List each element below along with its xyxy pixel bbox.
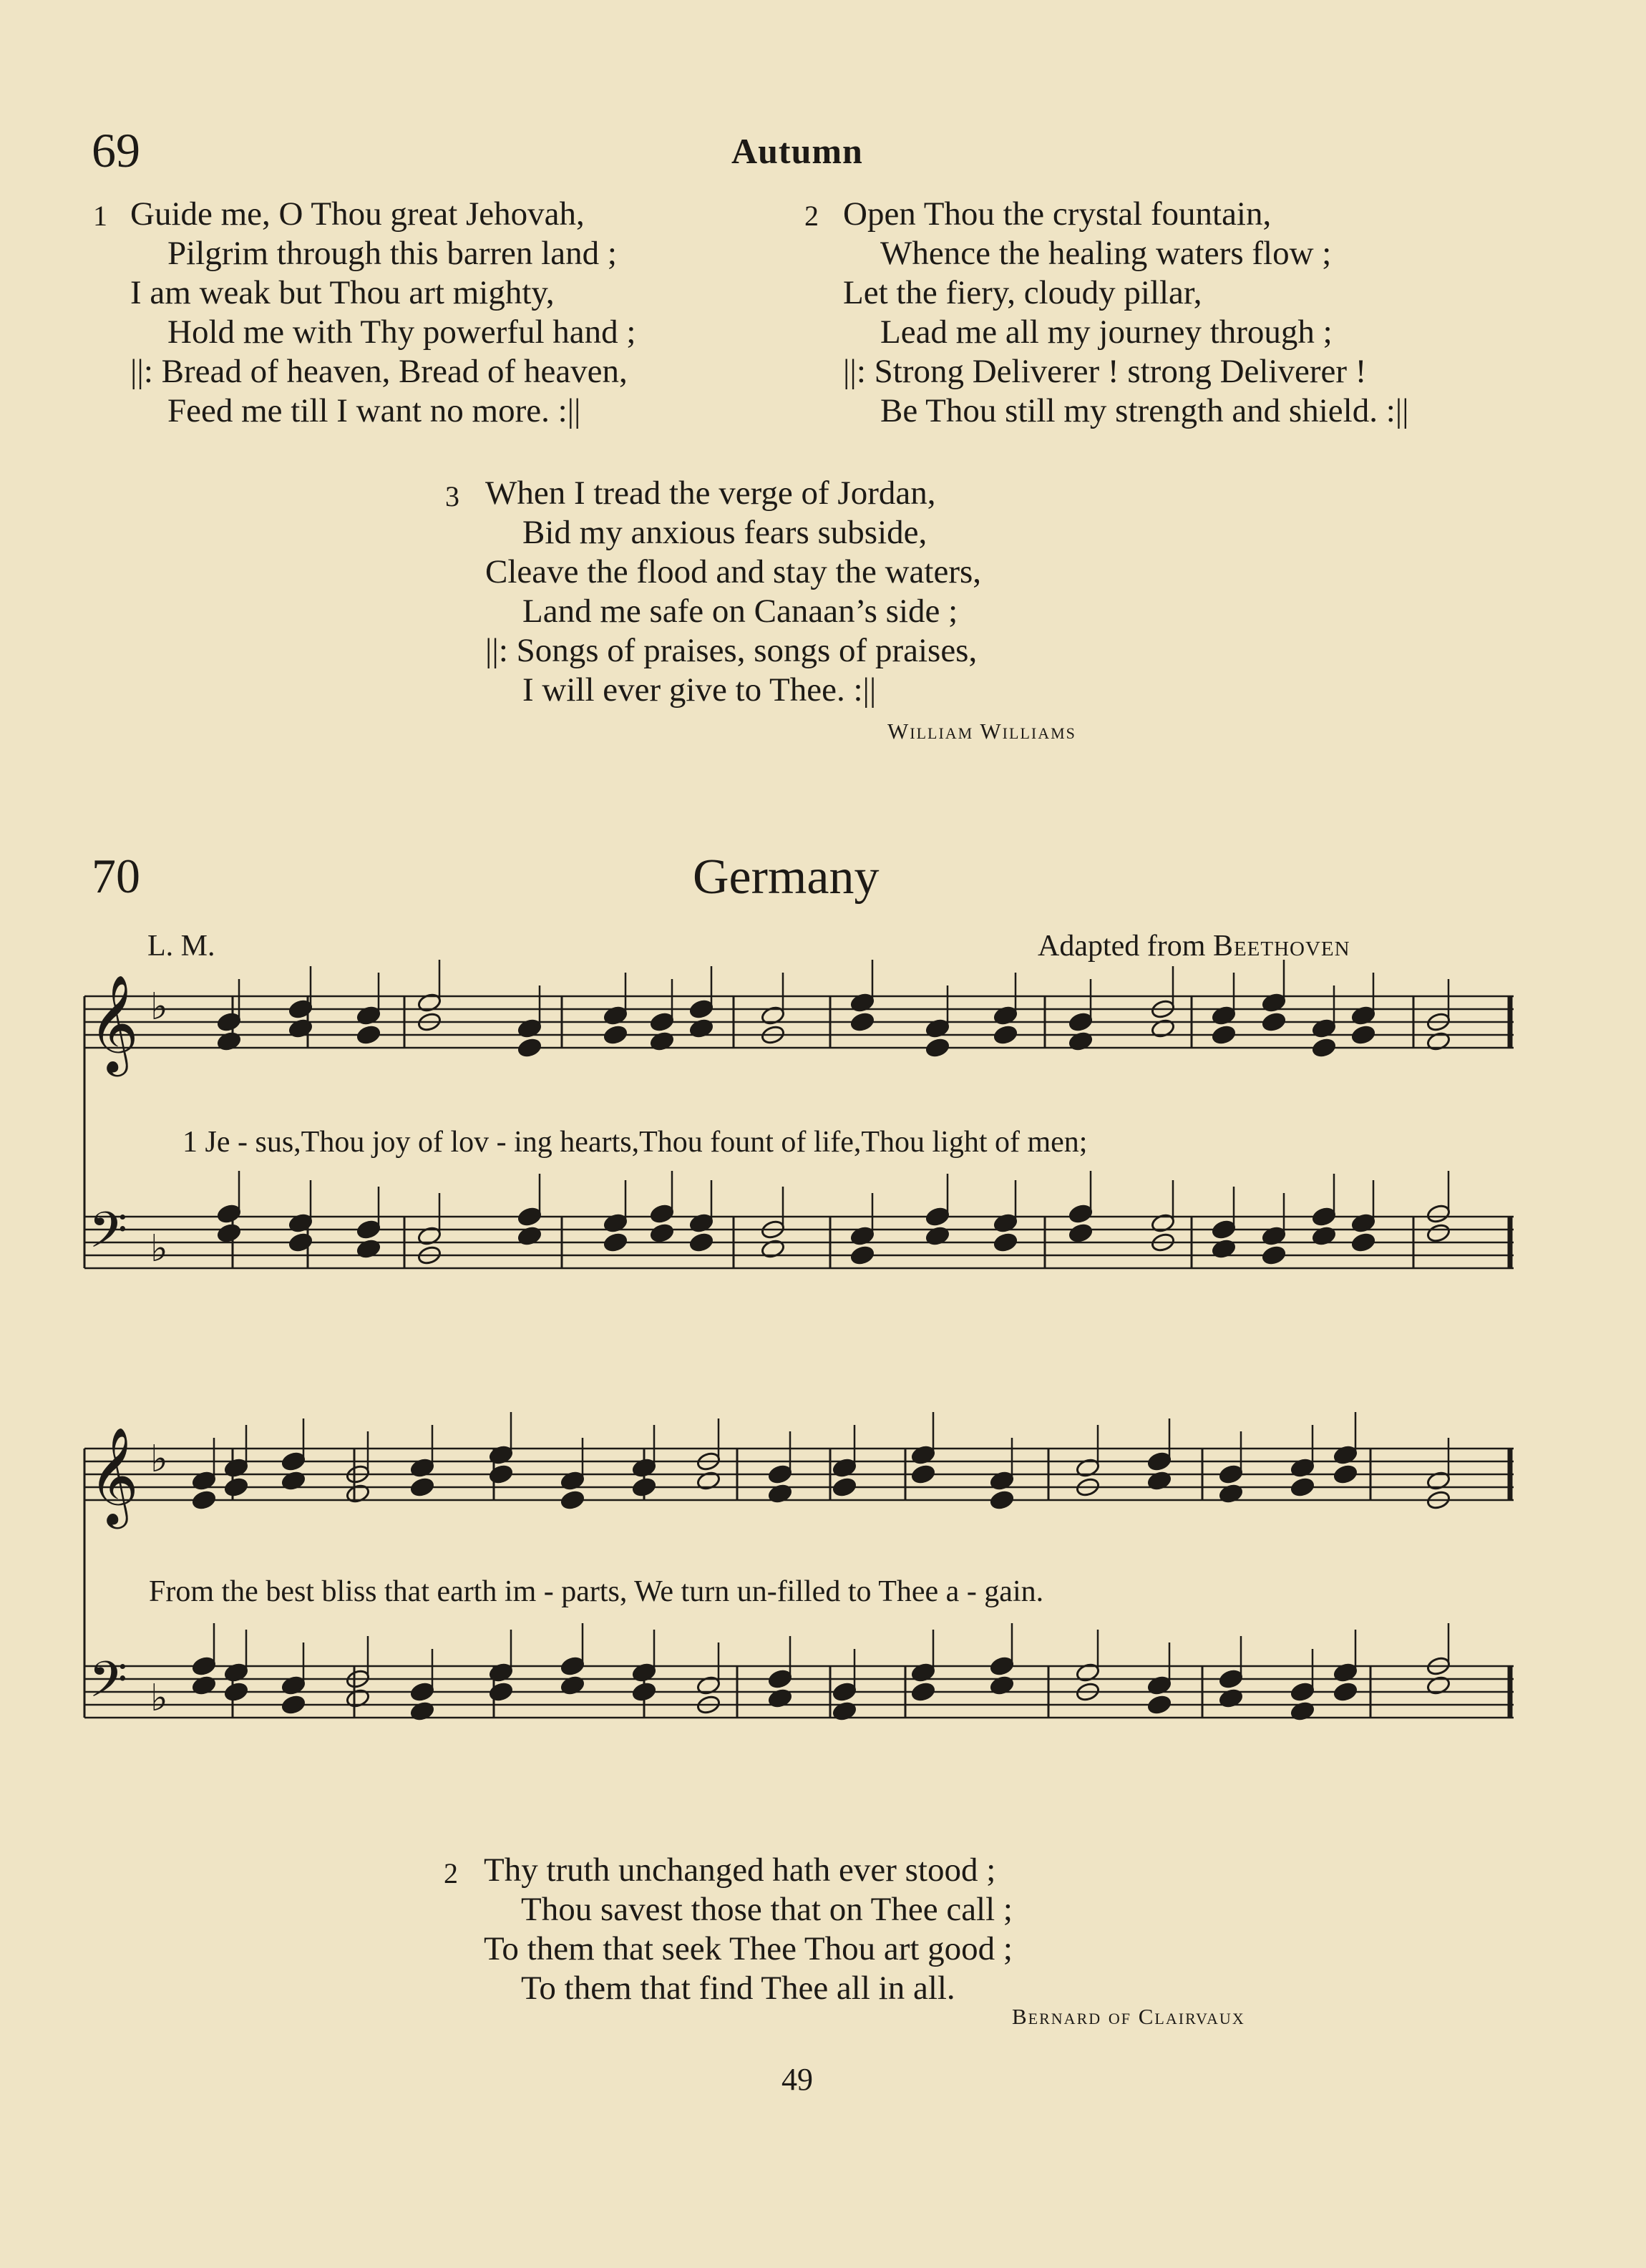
verse-line: Hold me with Thy powerful hand ; [167,313,636,351]
bass-clef-icon: 𝄢 [89,1650,128,1721]
page-number: 49 [781,2062,813,2097]
notehead [688,998,714,1019]
verse-number: 2 [804,200,819,232]
notehead [989,1489,1014,1510]
notehead [910,1464,935,1484]
composer-name: Beethoven [1212,930,1350,963]
staff-lines [84,996,1514,1718]
notehead [1290,1476,1315,1497]
notehead [1146,1694,1172,1715]
notehead [649,1203,674,1224]
verse-line: Let the fiery, cloudy pillar, [843,274,1202,311]
verse-line: Cleave the flood and stay the waters, [485,553,982,590]
verse-line: I will ever give to Thee. :|| [522,671,877,709]
attribution-prefix: Adapted from [1038,930,1206,963]
notehead [1311,1037,1336,1058]
meter: L. M. [147,930,215,963]
hymn-69-number: 69 [92,123,140,177]
notehead [356,1024,381,1045]
notehead [1333,1681,1358,1702]
verse-line: Guide me, O Thou great Jehovah, [130,195,585,233]
notehead [1068,1222,1093,1243]
notehead [1068,1203,1093,1224]
verse-line: Pilgrim through this barren land ; [167,235,617,272]
notehead [1426,1222,1451,1243]
system-2-lyrics: From the best bliss that earth im - parts, We turn un-filled to Thee a - gain. [149,1575,1044,1608]
notehead [223,1681,248,1702]
notehead [910,1681,935,1702]
notehead [409,1476,434,1497]
bass-clef-icon: 𝄢 [89,1201,128,1271]
notehead [767,1668,792,1689]
notehead [223,1476,248,1497]
notehead [1350,1024,1375,1045]
notehead [925,1206,950,1227]
treble-clef-icon: 𝄞 [89,1426,139,1524]
notehead [1290,1681,1315,1702]
notehead [191,1489,216,1510]
notehead [603,1024,628,1045]
notehead [1211,1024,1236,1045]
notehead [1261,1245,1286,1265]
notehead [517,1206,542,1227]
flat-sign-icon: ♭ [150,1438,168,1481]
notehead [281,1694,306,1715]
notehead [631,1476,656,1497]
verse-line: Lead me all my journey through ; [880,313,1333,351]
verse-line: Bid my anxious fears subside, [522,514,927,551]
notehead [1350,1232,1375,1252]
notehead [1311,1206,1336,1227]
notehead [488,1464,513,1484]
system-1-lyrics: 1 Je - sus,Thou joy of lov - ing hearts,Thou fount of life,Thou light of men; [182,1126,1088,1159]
verse-line: To them that find Thee all in all. [521,1970,955,2007]
notehead [288,998,313,1019]
hymn-69-author: William Williams [887,719,1076,744]
notehead [649,1222,674,1243]
hymn-70-title: Germany [693,850,880,905]
notehead [832,1681,857,1702]
hymn-70-number: 70 [92,849,140,903]
verse-number: 1 [93,200,107,232]
verse-line: Be Thou still my strength and shield. :|| [880,392,1409,429]
flat-sign-icon: ♭ [150,1227,168,1270]
notehead [1146,1451,1172,1471]
verse-number: 2 [444,1857,458,1889]
verse-line: Land me safe on Canaan’s side ; [522,593,958,630]
notehead [688,1232,714,1252]
verse-line: Thou savest those that on Thee call ; [521,1891,1013,1928]
hymn-70-verse-2 [484,1851,1013,2008]
notehead [1218,1668,1243,1689]
notehead [191,1655,216,1676]
notehead [1211,1219,1236,1240]
notehead [216,1011,241,1032]
verse-line: ||: Songs of praises, songs of praises, [485,632,978,669]
notehead [560,1655,585,1676]
notehead [488,1681,513,1702]
notehead [603,1232,628,1252]
notehead [993,1232,1018,1252]
notehead [281,1451,306,1471]
notehead [517,1037,542,1058]
verse-line: Thy truth unchanged hath ever stood ; [484,1851,996,1889]
notehead [849,1245,875,1265]
verse-line: To them that seek Thee Thou art good ; [484,1930,1013,1967]
notehead [216,1222,241,1243]
treble-clef-icon: 𝄞 [89,973,139,1072]
verse-line: I am weak but Thou art mighty, [130,274,555,311]
notehead [631,1681,656,1702]
verse-line: When I tread the verge of Jordan, [485,474,936,512]
flat-sign-icon: ♭ [150,1677,168,1720]
bar-lines [84,996,1510,1718]
notehead [832,1476,857,1497]
verse-line: ||: Strong Deliverer ! strong Deliverer ! [843,353,1367,390]
notehead [1218,1464,1243,1484]
section-title: Autumn [731,131,863,171]
notehead [409,1681,434,1702]
verse-line: Open Thou the crystal fountain, [843,195,1272,233]
notehead [216,1203,241,1224]
notehead [1068,1011,1093,1032]
verse-number: 3 [445,480,459,512]
hymn-70-author: Bernard of Clairvaux [1012,2004,1245,2029]
notehead [1261,1011,1286,1032]
notehead [849,1011,875,1032]
notehead [560,1489,585,1510]
notehead [989,1655,1014,1676]
flat-sign-icon: ♭ [150,985,168,1028]
verse-line: Feed me till I want no more. :|| [167,392,581,429]
notehead [356,1219,381,1240]
notehead [993,1024,1018,1045]
notehead [925,1037,950,1058]
verse-line: ||: Bread of heaven, Bread of heaven, [130,353,628,390]
verse-line: Whence the healing waters flow ; [880,235,1332,272]
notehead [1426,1203,1451,1224]
notehead [1333,1464,1358,1484]
notehead [288,1232,313,1252]
notehead [649,1011,674,1032]
notehead [767,1464,792,1484]
